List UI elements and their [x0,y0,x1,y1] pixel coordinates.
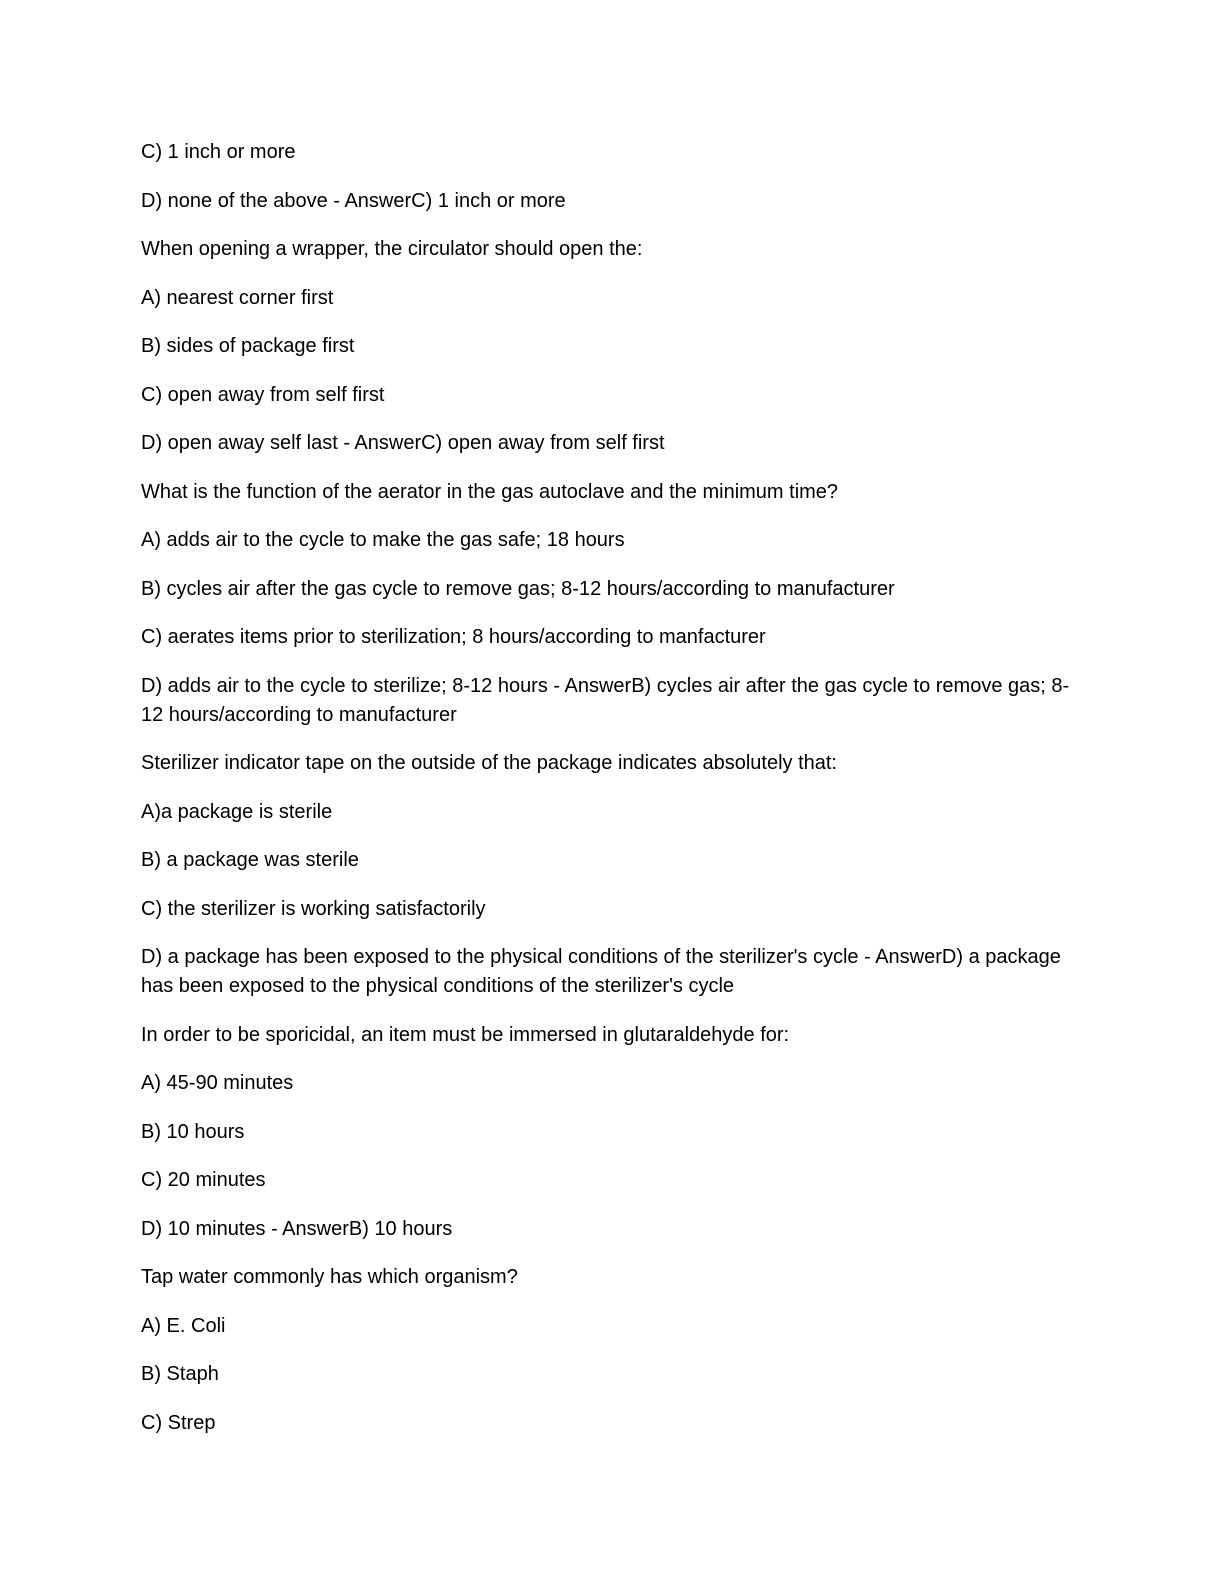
answer-option: C) 20 minutes [141,1169,266,1191]
answer-option: C) aerates items prior to sterilization; 8 hours/according to manfacturer [141,626,766,648]
answer-option: B) 10 hours [141,1120,245,1143]
answer-option: B) a package was sterile [141,849,359,871]
answer-option-with-key: D) open away self last - AnswerC) open away from self first [141,432,665,454]
answer-option: C) open away from self first [141,383,385,406]
answer-option: A) adds air to the cycle to make the gas safe; 18 hours [141,529,625,551]
answer-option-with-key: D) 10 minutes - AnswerB) 10 hours [141,1217,453,1240]
answer-option: B) Staph [141,1363,219,1385]
answer-option: C) the sterilizer is working satisfactorily [141,897,486,920]
question: What is the function of the aerator in the gas autoclave and the minimum time? [141,480,839,503]
question: Sterilizer indicator tape on the outside of the package indicates absolutely that: [141,752,837,774]
answer-option: C) 1 inch or more [141,141,296,163]
answer-option: B) cycles air after the gas cycle to remove gas; 8-12 hours/according to manufacturer [141,577,895,600]
answer-option: A) E. Coli [141,1314,226,1337]
answer-option: A) 45-90 minutes [141,1072,294,1094]
answer-option: A)a package is sterile [141,800,333,823]
question: In order to be sporicidal, an item must be immersed in glutaraldehyde for: [141,1023,790,1046]
answer-option-with-key: D) a package has been exposed to the physical conditions of the sterilizer's cycle - AnswerD) a package has been exposed to the physical conditions of the sterilizer's cycle [141,946,1061,997]
question: When opening a wrapper, the circulator should open the: [141,238,643,260]
answer-option: A) nearest corner first [141,286,334,309]
document-page [141,138,1081,1457]
answer-option-with-key: D) adds air to the cycle to sterilize; 8-12 hours - AnswerB) cycles air after the gas cycle to remove gas; 8-12 hours/according to manufacturer [141,674,1070,726]
question: Tap water commonly has which organism? [141,1266,518,1288]
answer-option-with-key: D) none of the above - AnswerC) 1 inch or more [141,189,566,212]
answer-option: B) sides of package first [141,335,355,357]
answer-option: C) Strep [141,1411,216,1434]
